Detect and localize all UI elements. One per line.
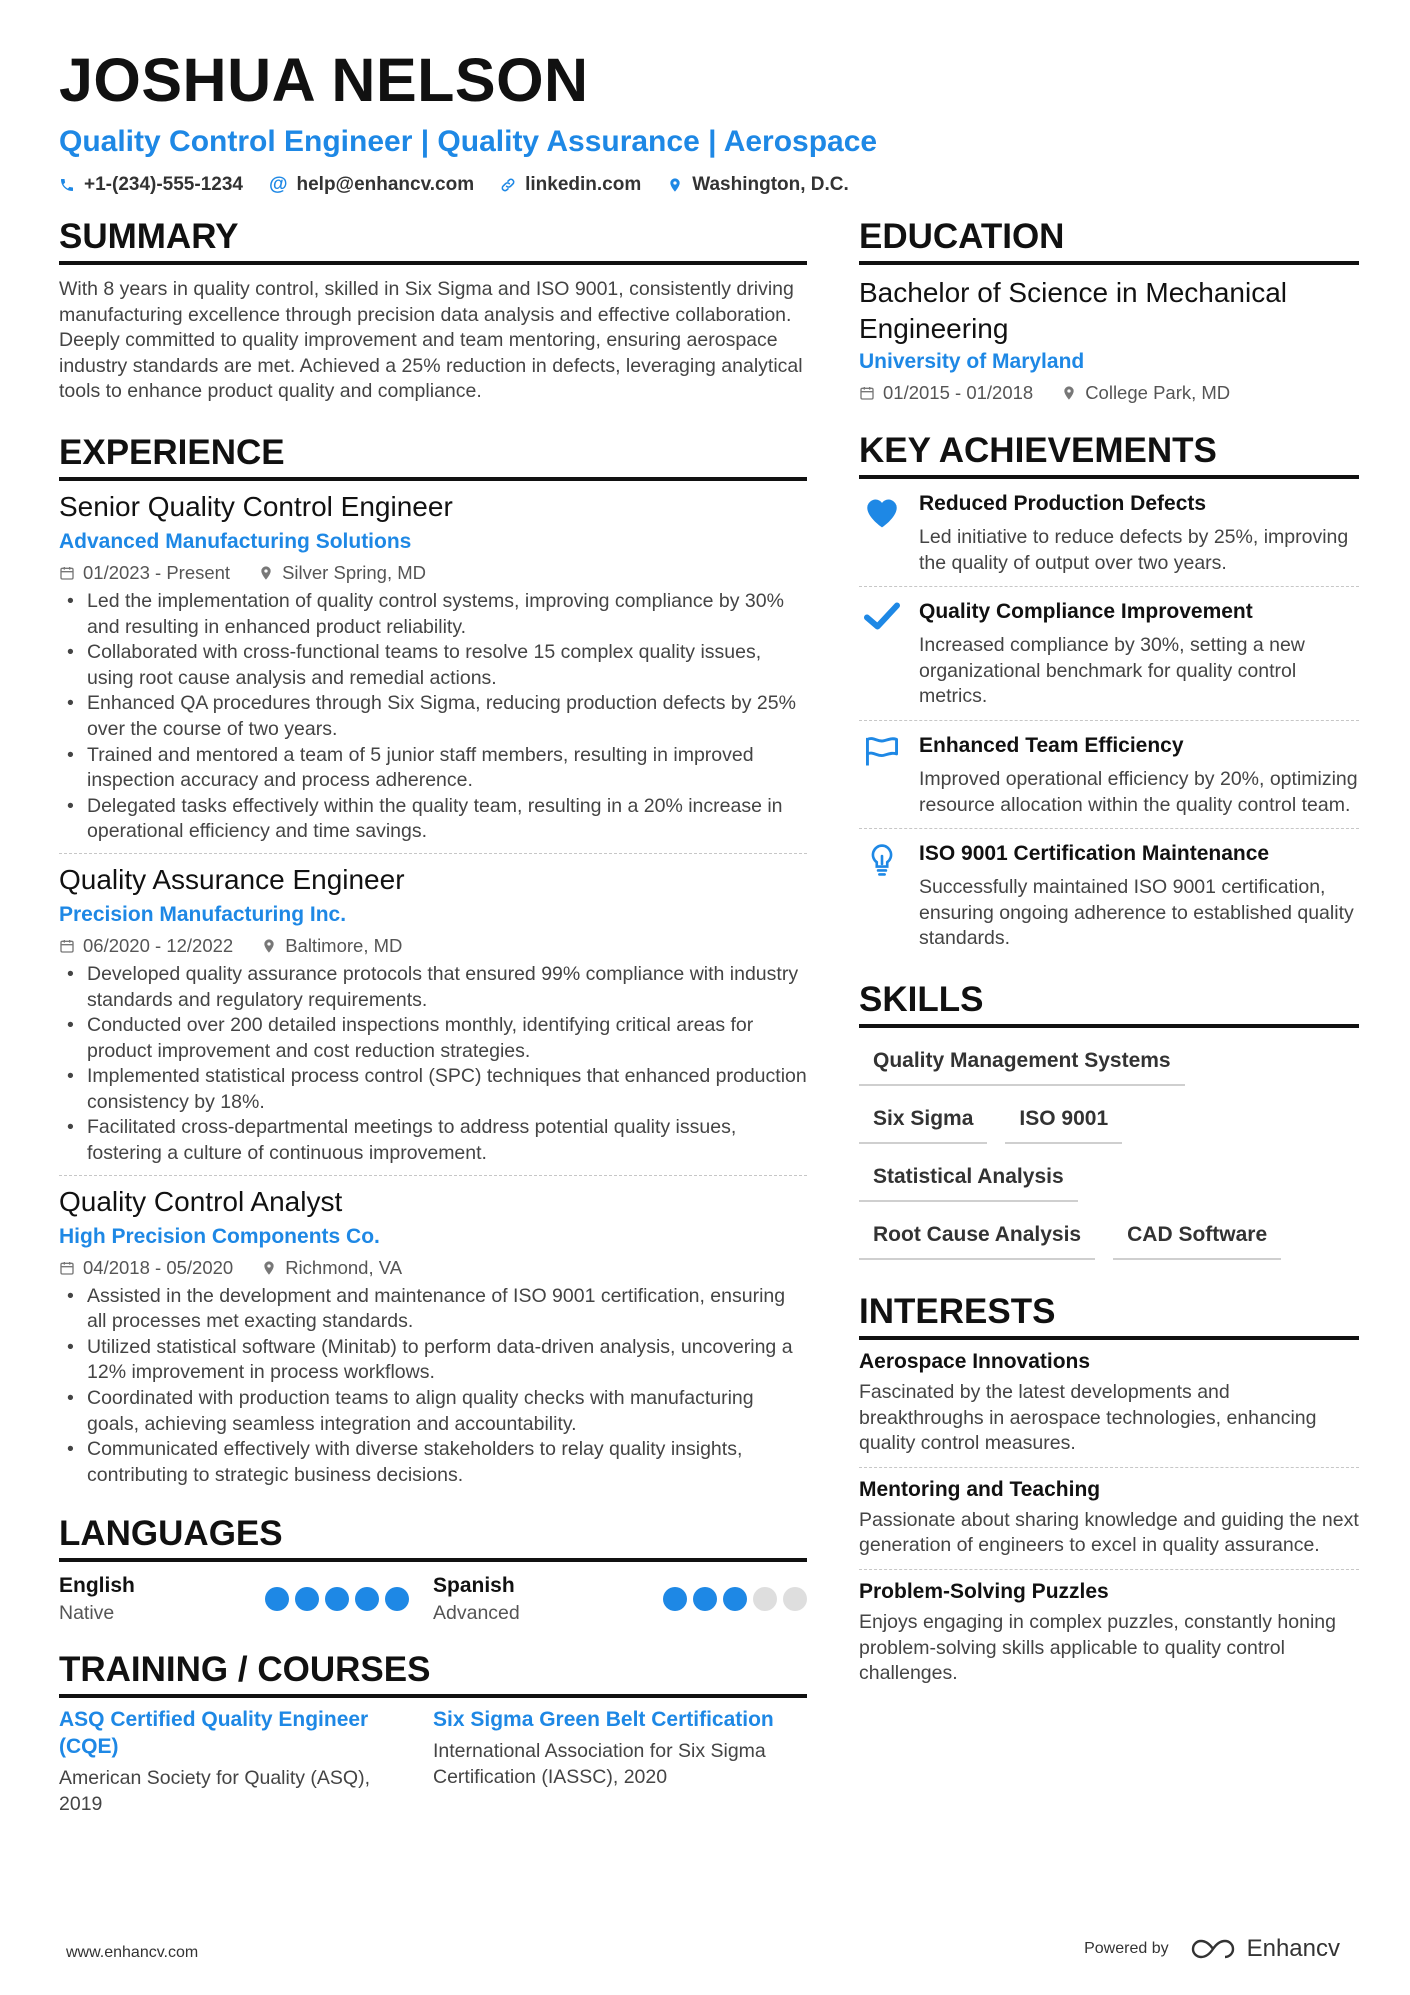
interest-desc: Fascinated by the latest developments and breakthroughs in aerospace technologies, enhancing quality control measures.: [859, 1380, 1317, 1455]
at-icon: @: [268, 174, 288, 195]
languages-section: [59, 1512, 807, 1626]
course-org: International Association for Six Sigma Certification (IASSC), 2020: [433, 1740, 766, 1788]
location-pin-icon: [667, 177, 683, 193]
rating-dot: [295, 1587, 319, 1611]
rating-dot: [783, 1587, 807, 1611]
education-heading: EDUCATION: [859, 215, 1359, 265]
job-location: Richmond, VA: [285, 1256, 403, 1278]
rating-dot: [325, 1587, 349, 1611]
lightbulb-icon: [867, 843, 897, 877]
language-item: [433, 1572, 807, 1626]
job-entry: [59, 854, 807, 1176]
summary-section: [59, 215, 807, 405]
achievement-title: Quality Compliance Improvement: [919, 600, 1253, 624]
calendar-icon: [59, 565, 75, 581]
rating-dot: [385, 1587, 409, 1611]
linkedin-text: linkedin.com: [525, 174, 642, 195]
job-entry: [59, 1176, 807, 1497]
resume-header: [59, 40, 1351, 196]
contact-linkedin[interactable]: [500, 174, 641, 196]
job-bullets: [59, 962, 807, 1167]
language-name: Spanish: [433, 1574, 515, 1598]
rating-dot: [753, 1587, 777, 1611]
achievements-section: [859, 429, 1359, 962]
education-location: College Park, MD: [1085, 382, 1231, 403]
training-heading: TRAINING / COURSES: [59, 1648, 807, 1698]
candidate-title: Quality Control Engineer | Quality Assurance | Aerospace: [59, 125, 878, 158]
skill-tag: Root Cause Analysis: [859, 1210, 1095, 1260]
footer-branding: [1084, 1935, 1340, 1963]
achievement-title: ISO 9001 Certification Maintenance: [919, 842, 1270, 866]
bullet-item: • Led the implementation of quality control systems, improving compliance by 30% and resulting in enhanced product reliability.: [87, 589, 807, 640]
language-name: English: [59, 1574, 135, 1598]
enhancv-logo-icon: [1191, 1937, 1237, 1961]
bullet-item: • Utilized statistical software (Minitab) to perform data-driven analysis, uncovering a 12% improvement in process workflows.: [87, 1335, 807, 1386]
education-meta: [859, 379, 1359, 407]
job-dates: 06/2020 - 12/2022: [83, 934, 234, 956]
bullet-item: • Enhanced QA procedures through Six Sigma, reducing production defects by 25% over the course of two years.: [87, 691, 807, 742]
job-meta: [59, 559, 807, 587]
interest-desc: Enjoys engaging in complex puzzles, constantly honing problem-solving skills applicable to quality control challenges.: [859, 1610, 1336, 1685]
education-degree: Bachelor of Science in Mechanical Engineering: [859, 277, 1288, 344]
course-item: [433, 1706, 807, 1817]
interest-title: Problem-Solving Puzzles: [859, 1579, 1109, 1603]
brand-name: Enhancv: [1246, 1935, 1340, 1962]
bullet-item: • Developed quality assurance protocols that ensured 99% compliance with industry standards and regulatory requirements.: [87, 962, 807, 1013]
achievement-title: Enhanced Team Efficiency: [919, 733, 1184, 757]
calendar-icon: [859, 385, 875, 401]
bullet-item: • Collaborated with cross-functional teams to resolve 15 complex quality issues, using root cause analysis and remedial actions.: [87, 640, 807, 691]
interest-item: [859, 1570, 1359, 1697]
training-section: [59, 1648, 807, 1817]
location-pin-icon: [258, 565, 274, 581]
email-text: help@enhancv.com: [296, 174, 475, 195]
job-dates: 01/2023 - Present: [83, 561, 231, 583]
language-item: [59, 1572, 433, 1626]
education-section: [859, 215, 1359, 407]
achievement-desc: Increased compliance by 30%, setting a new organizational benchmark for quality control metrics.: [919, 634, 1305, 708]
achievement-item: [859, 479, 1359, 587]
checkmark-icon: [864, 601, 900, 631]
course-title: Six Sigma Green Belt Certification: [433, 1708, 774, 1732]
location-pin-icon: [261, 1260, 277, 1276]
skill-tag: Six Sigma: [859, 1094, 987, 1144]
rating-dot: [723, 1587, 747, 1611]
skills-section: [859, 978, 1359, 1260]
contact-phone[interactable]: [59, 174, 243, 196]
achievement-desc: Improved operational efficiency by 20%, optimizing resource allocation within the quality control team.: [919, 767, 1358, 816]
job-company: Advanced Manufacturing Solutions: [59, 529, 412, 553]
language-rating: [663, 1587, 807, 1611]
flag-icon: [863, 735, 901, 767]
interests-heading: INTERESTS: [859, 1290, 1359, 1340]
calendar-icon: [59, 1260, 75, 1276]
left-column: [59, 215, 807, 1818]
location-text: Washington, D.C.: [692, 174, 849, 195]
job-location: Silver Spring, MD: [282, 561, 427, 583]
right-column: [859, 215, 1359, 1697]
course-title: ASQ Certified Quality Engineer (CQE): [59, 1708, 369, 1759]
achievement-item: [859, 721, 1359, 829]
job-entry: [59, 481, 807, 854]
powered-by-label: Powered by: [1084, 1940, 1169, 1957]
bullet-item: • Communicated effectively with diverse stakeholders to relay quality insights, contributing to strategic business decisions.: [87, 1437, 807, 1488]
course-org: American Society for Quality (ASQ), 2019: [59, 1767, 371, 1815]
skill-tag: ISO 9001: [1005, 1094, 1122, 1144]
calendar-icon: [59, 938, 75, 954]
achievement-item: [859, 829, 1359, 962]
job-meta: [59, 932, 807, 960]
candidate-name: JOSHUA NELSON: [59, 46, 589, 114]
job-bullets: [59, 1284, 807, 1489]
job-meta: [59, 1254, 807, 1282]
achievement-title: Reduced Production Defects: [919, 492, 1207, 515]
location-pin-icon: [261, 938, 277, 954]
course-item: [59, 1706, 433, 1817]
skills-list: [859, 1036, 1359, 1260]
rating-dot: [663, 1587, 687, 1611]
interest-item: [859, 1468, 1359, 1570]
language-level: Advanced: [433, 1602, 520, 1625]
skill-tag: Quality Management Systems: [859, 1036, 1185, 1086]
location-pin-icon: [1061, 385, 1077, 401]
achievement-desc: Led initiative to reduce defects by 25%, improving the quality of output over two years.: [919, 526, 1349, 574]
job-role: Quality Control Analyst: [59, 1185, 343, 1217]
languages-list: [59, 1572, 807, 1626]
achievements-heading: KEY ACHIEVEMENTS: [859, 429, 1359, 479]
interest-item: [859, 1340, 1359, 1468]
bullet-item: • Conducted over 200 detailed inspections monthly, identifying critical areas for product improvement and cost reduction strategies.: [87, 1013, 807, 1064]
link-icon: [500, 177, 516, 193]
rating-dot: [265, 1587, 289, 1611]
summary-heading: SUMMARY: [59, 215, 807, 265]
phone-icon: [59, 177, 75, 193]
education-dates: 01/2015 - 01/2018: [883, 382, 1034, 403]
job-company: High Precision Components Co.: [59, 1224, 380, 1248]
job-bullets: [59, 589, 807, 845]
interests-section: [859, 1290, 1359, 1697]
job-dates: 04/2018 - 05/2020: [83, 1256, 234, 1278]
bullet-item: • Implemented statistical process control (SPC) techniques that enhanced production consistency by 18%.: [87, 1064, 807, 1115]
language-level: Native: [59, 1602, 115, 1625]
footer-website[interactable]: www.enhancv.com: [66, 1944, 199, 1961]
contact-location: [667, 174, 849, 196]
bullet-item: • Assisted in the development and maintenance of ISO 9001 certification, ensuring all processes met exacting standards.: [87, 1284, 807, 1335]
achievement-desc: Successfully maintained ISO 9001 certification, ensuring ongoing adherence to established quality standards.: [919, 876, 1354, 950]
job-company: Precision Manufacturing Inc.: [59, 902, 347, 926]
interest-title: Aerospace Innovations: [859, 1349, 1091, 1373]
heart-icon: [862, 493, 902, 529]
enhancv-logo[interactable]: [1191, 1935, 1340, 1963]
rating-dot: [355, 1587, 379, 1611]
bullet-item: • Coordinated with production teams to align quality checks with manufacturing goals, achieving seamless integration and accountability.: [87, 1386, 807, 1437]
language-rating: [265, 1587, 409, 1611]
interest-desc: Passionate about sharing knowledge and guiding the next generation of engineers to excel in quality assurance.: [859, 1508, 1359, 1557]
languages-heading: LANGUAGES: [59, 1512, 807, 1562]
experience-section: [59, 431, 807, 1496]
bullet-item: • Delegated tasks effectively within the quality team, resulting in a 20% increase in operational efficiency and time savings.: [87, 794, 807, 845]
contact-email[interactable]: [269, 174, 474, 196]
job-role: Senior Quality Control Engineer: [59, 490, 453, 522]
skills-heading: SKILLS: [859, 978, 1359, 1028]
skill-tag: CAD Software: [1113, 1210, 1281, 1260]
education-school: University of Maryland: [859, 350, 1085, 373]
contact-bar: [59, 174, 1351, 196]
achievement-item: [859, 587, 1359, 721]
skill-tag: Statistical Analysis: [859, 1152, 1078, 1202]
phone-text: +1-(234)-555-1234: [84, 174, 243, 195]
summary-text: With 8 years in quality control, skilled in Six Sigma and ISO 9001, consistently driving manufacturing excellence through precision data analysis and effective collaboration. Deeply committed to quality improvement and team mentoring, ensuring aerospace industry standards are met. Achieved a 25% reduction in defects, leveraging analytical tools to enhance product quality and compliance.: [59, 278, 803, 403]
rating-dot: [693, 1587, 717, 1611]
job-location: Baltimore, MD: [285, 934, 403, 956]
job-role: Quality Assurance Engineer: [59, 863, 405, 895]
bullet-item: • Trained and mentored a team of 5 junior staff members, resulting in improved inspection accuracy and process adherence.: [87, 743, 807, 794]
interest-title: Mentoring and Teaching: [859, 1477, 1101, 1501]
training-list: [59, 1706, 807, 1817]
bullet-item: • Facilitated cross-departmental meetings to address potential quality issues, fostering a culture of continuous improvement.: [87, 1115, 807, 1166]
experience-heading: EXPERIENCE: [59, 431, 807, 481]
